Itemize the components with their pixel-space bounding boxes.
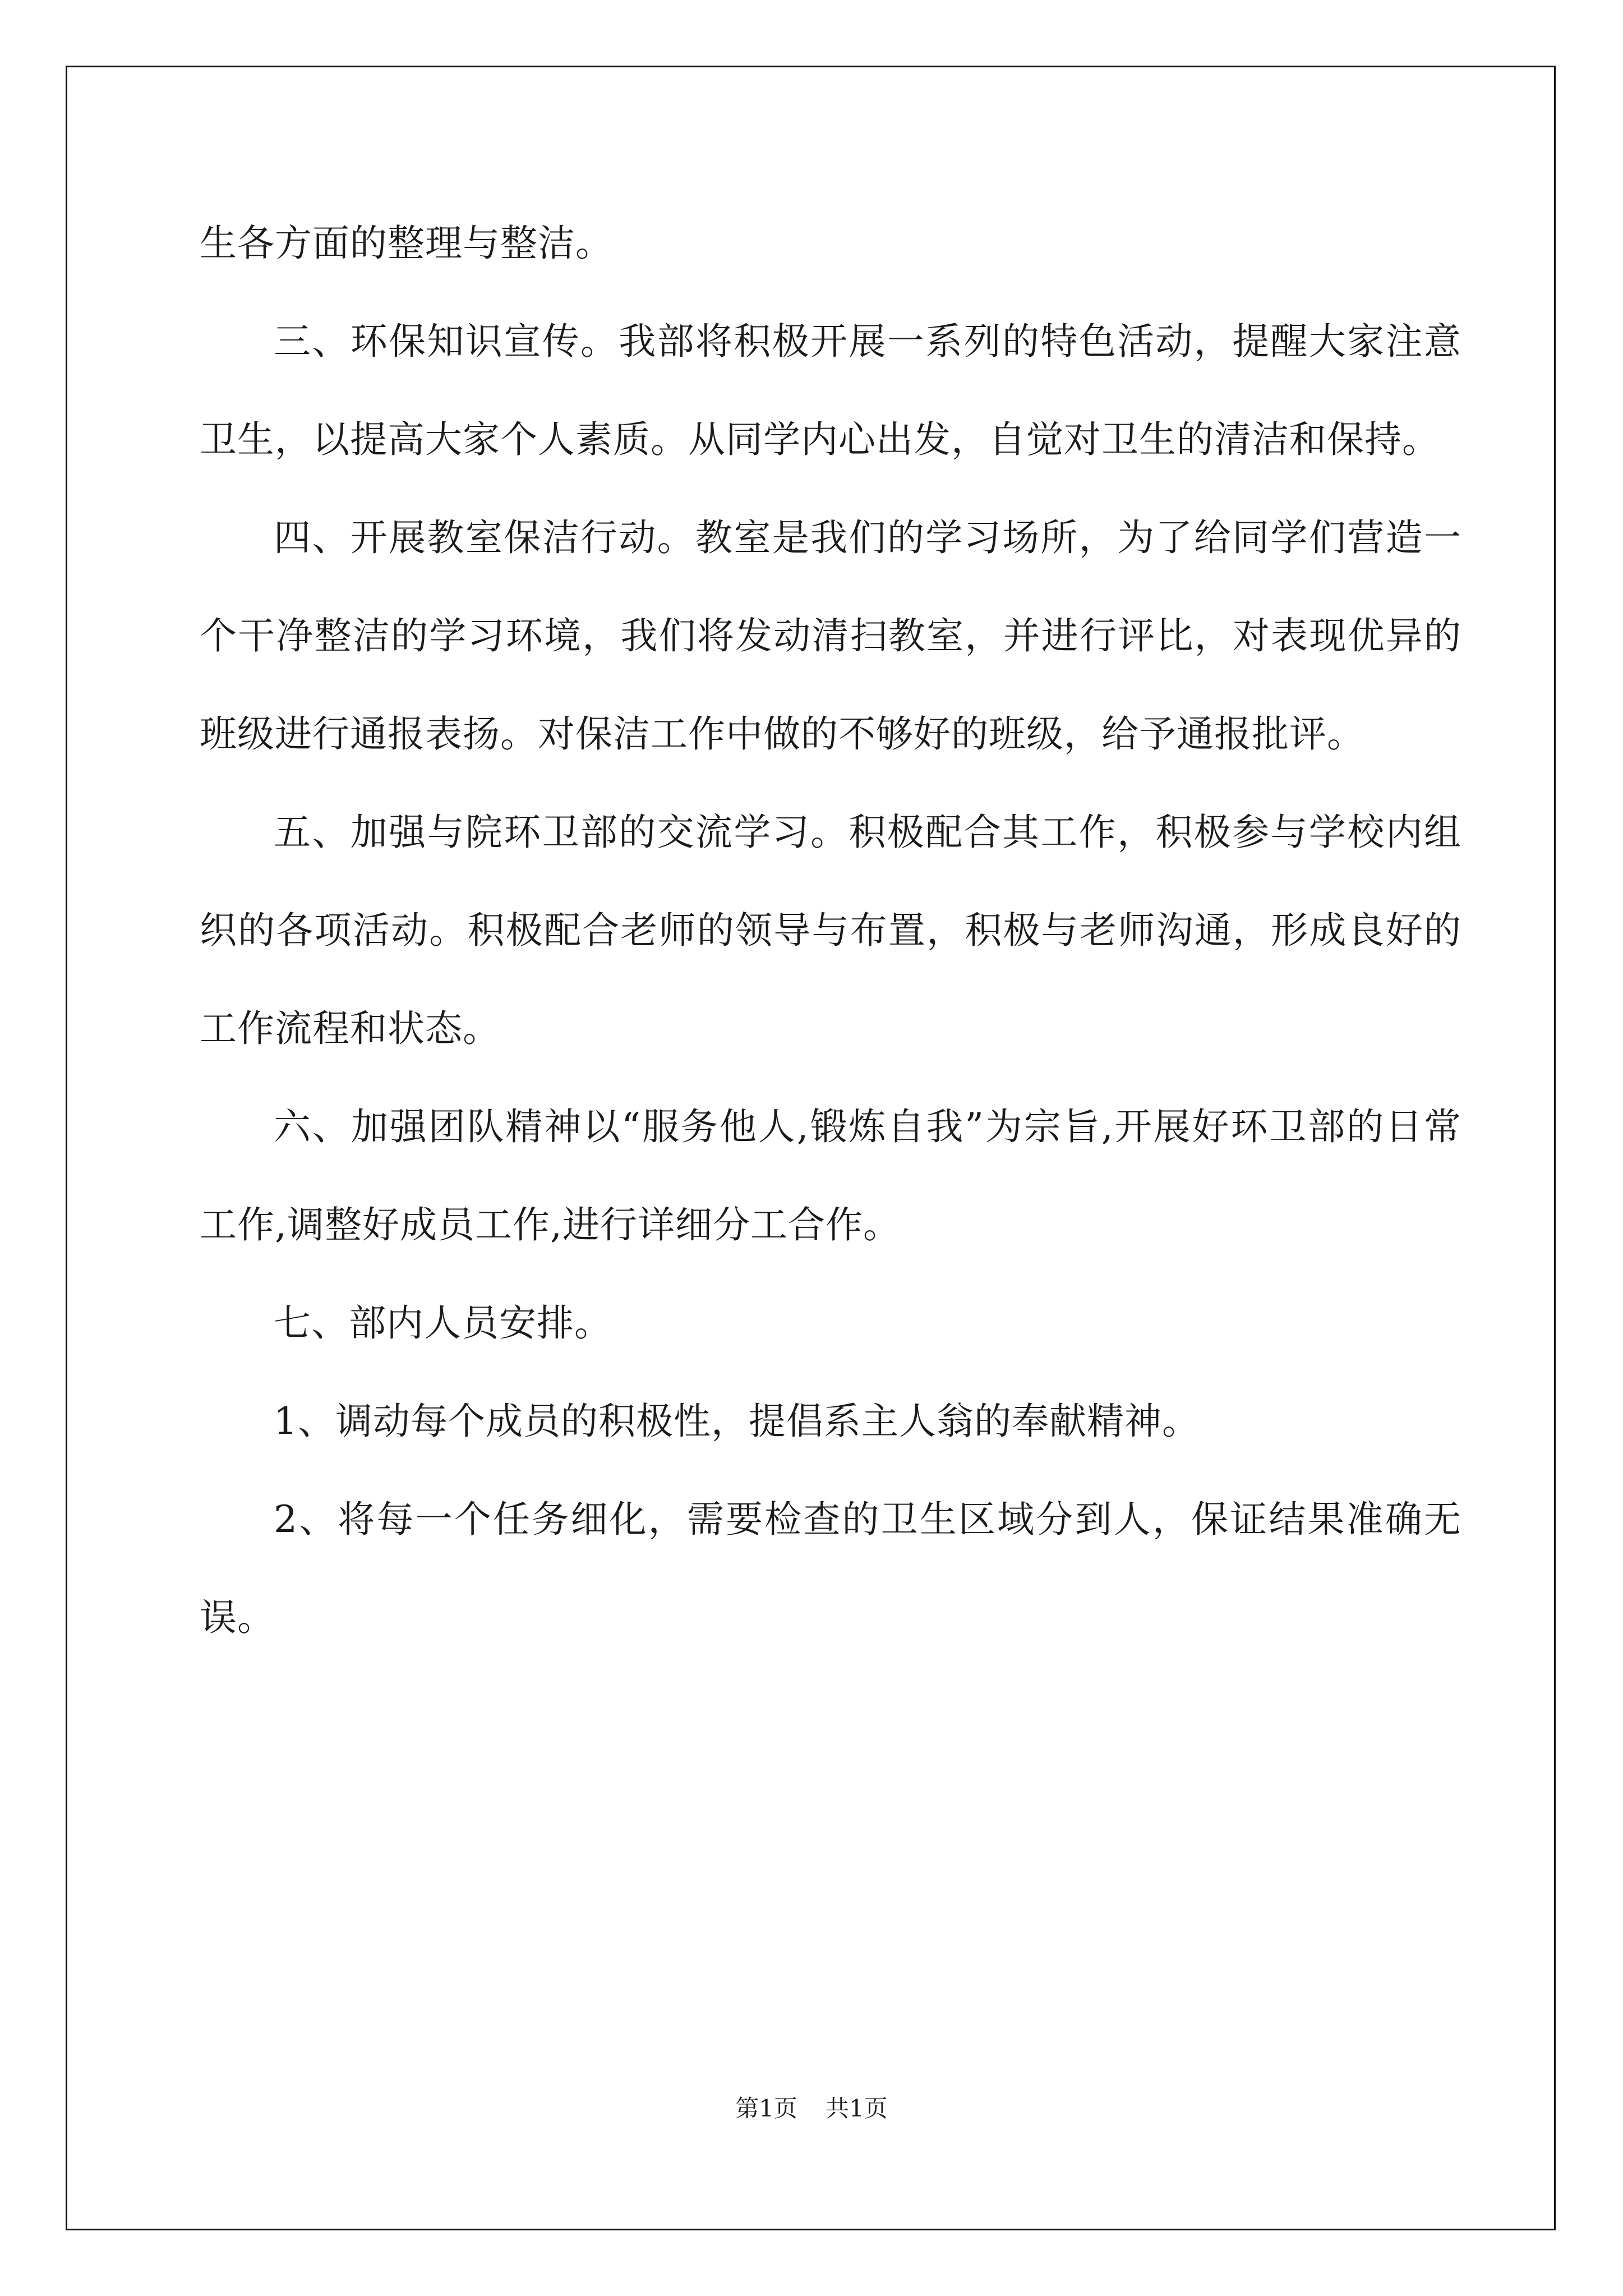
paragraph-item-2: 2、将每一个任务细化，需要检查的卫生区域分到人，保证结果准确无误。 [200, 1498, 1461, 1639]
paragraph-item-1: 1、调动每个成员的积极性，提倡系主人翁的奉献精神。 [274, 1400, 1200, 1443]
paragraph-continuation: 生各方面的整理与整洁。 [200, 222, 613, 265]
page-footer [0, 2090, 1623, 2124]
paragraph-section-5: 五、加强与院环卫部的交流学习。积极配合其工作，积极参与学校内组织的各项活动。积极配合老师的领导与布置，积极与老师沟通，形成良好的工作流程和状态。 [200, 811, 1461, 1050]
paragraph-section-3: 三、环保知识宣传。我部将积极开展一系列的特色活动，提醒大家注意卫生，以提高大家个人素质。从同学内心出发，自觉对卫生的清洁和保持。 [200, 320, 1461, 461]
paragraph-section-4: 四、开展教室保洁行动。教室是我们的学习场所，为了给同学们营造一个干净整洁的学习环境，我们将发动清扫教室，并进行评比，对表现优异的班级进行通报表扬。对保洁工作中做的不够好的班级，给予通报批评。 [200, 516, 1461, 756]
document-body [200, 194, 1461, 1667]
page-number: 第1页 [735, 2095, 797, 2122]
page-total: 共1页 [826, 2095, 888, 2122]
paragraph-section-7: 七、部内人员安排。 [274, 1301, 612, 1345]
paragraph-section-6: 六、加强团队精神以“服务他人,锻炼自我”为宗旨,开展好环卫部的日常工作,调整好成员工作,进行详细分工合作。 [200, 1105, 1461, 1246]
